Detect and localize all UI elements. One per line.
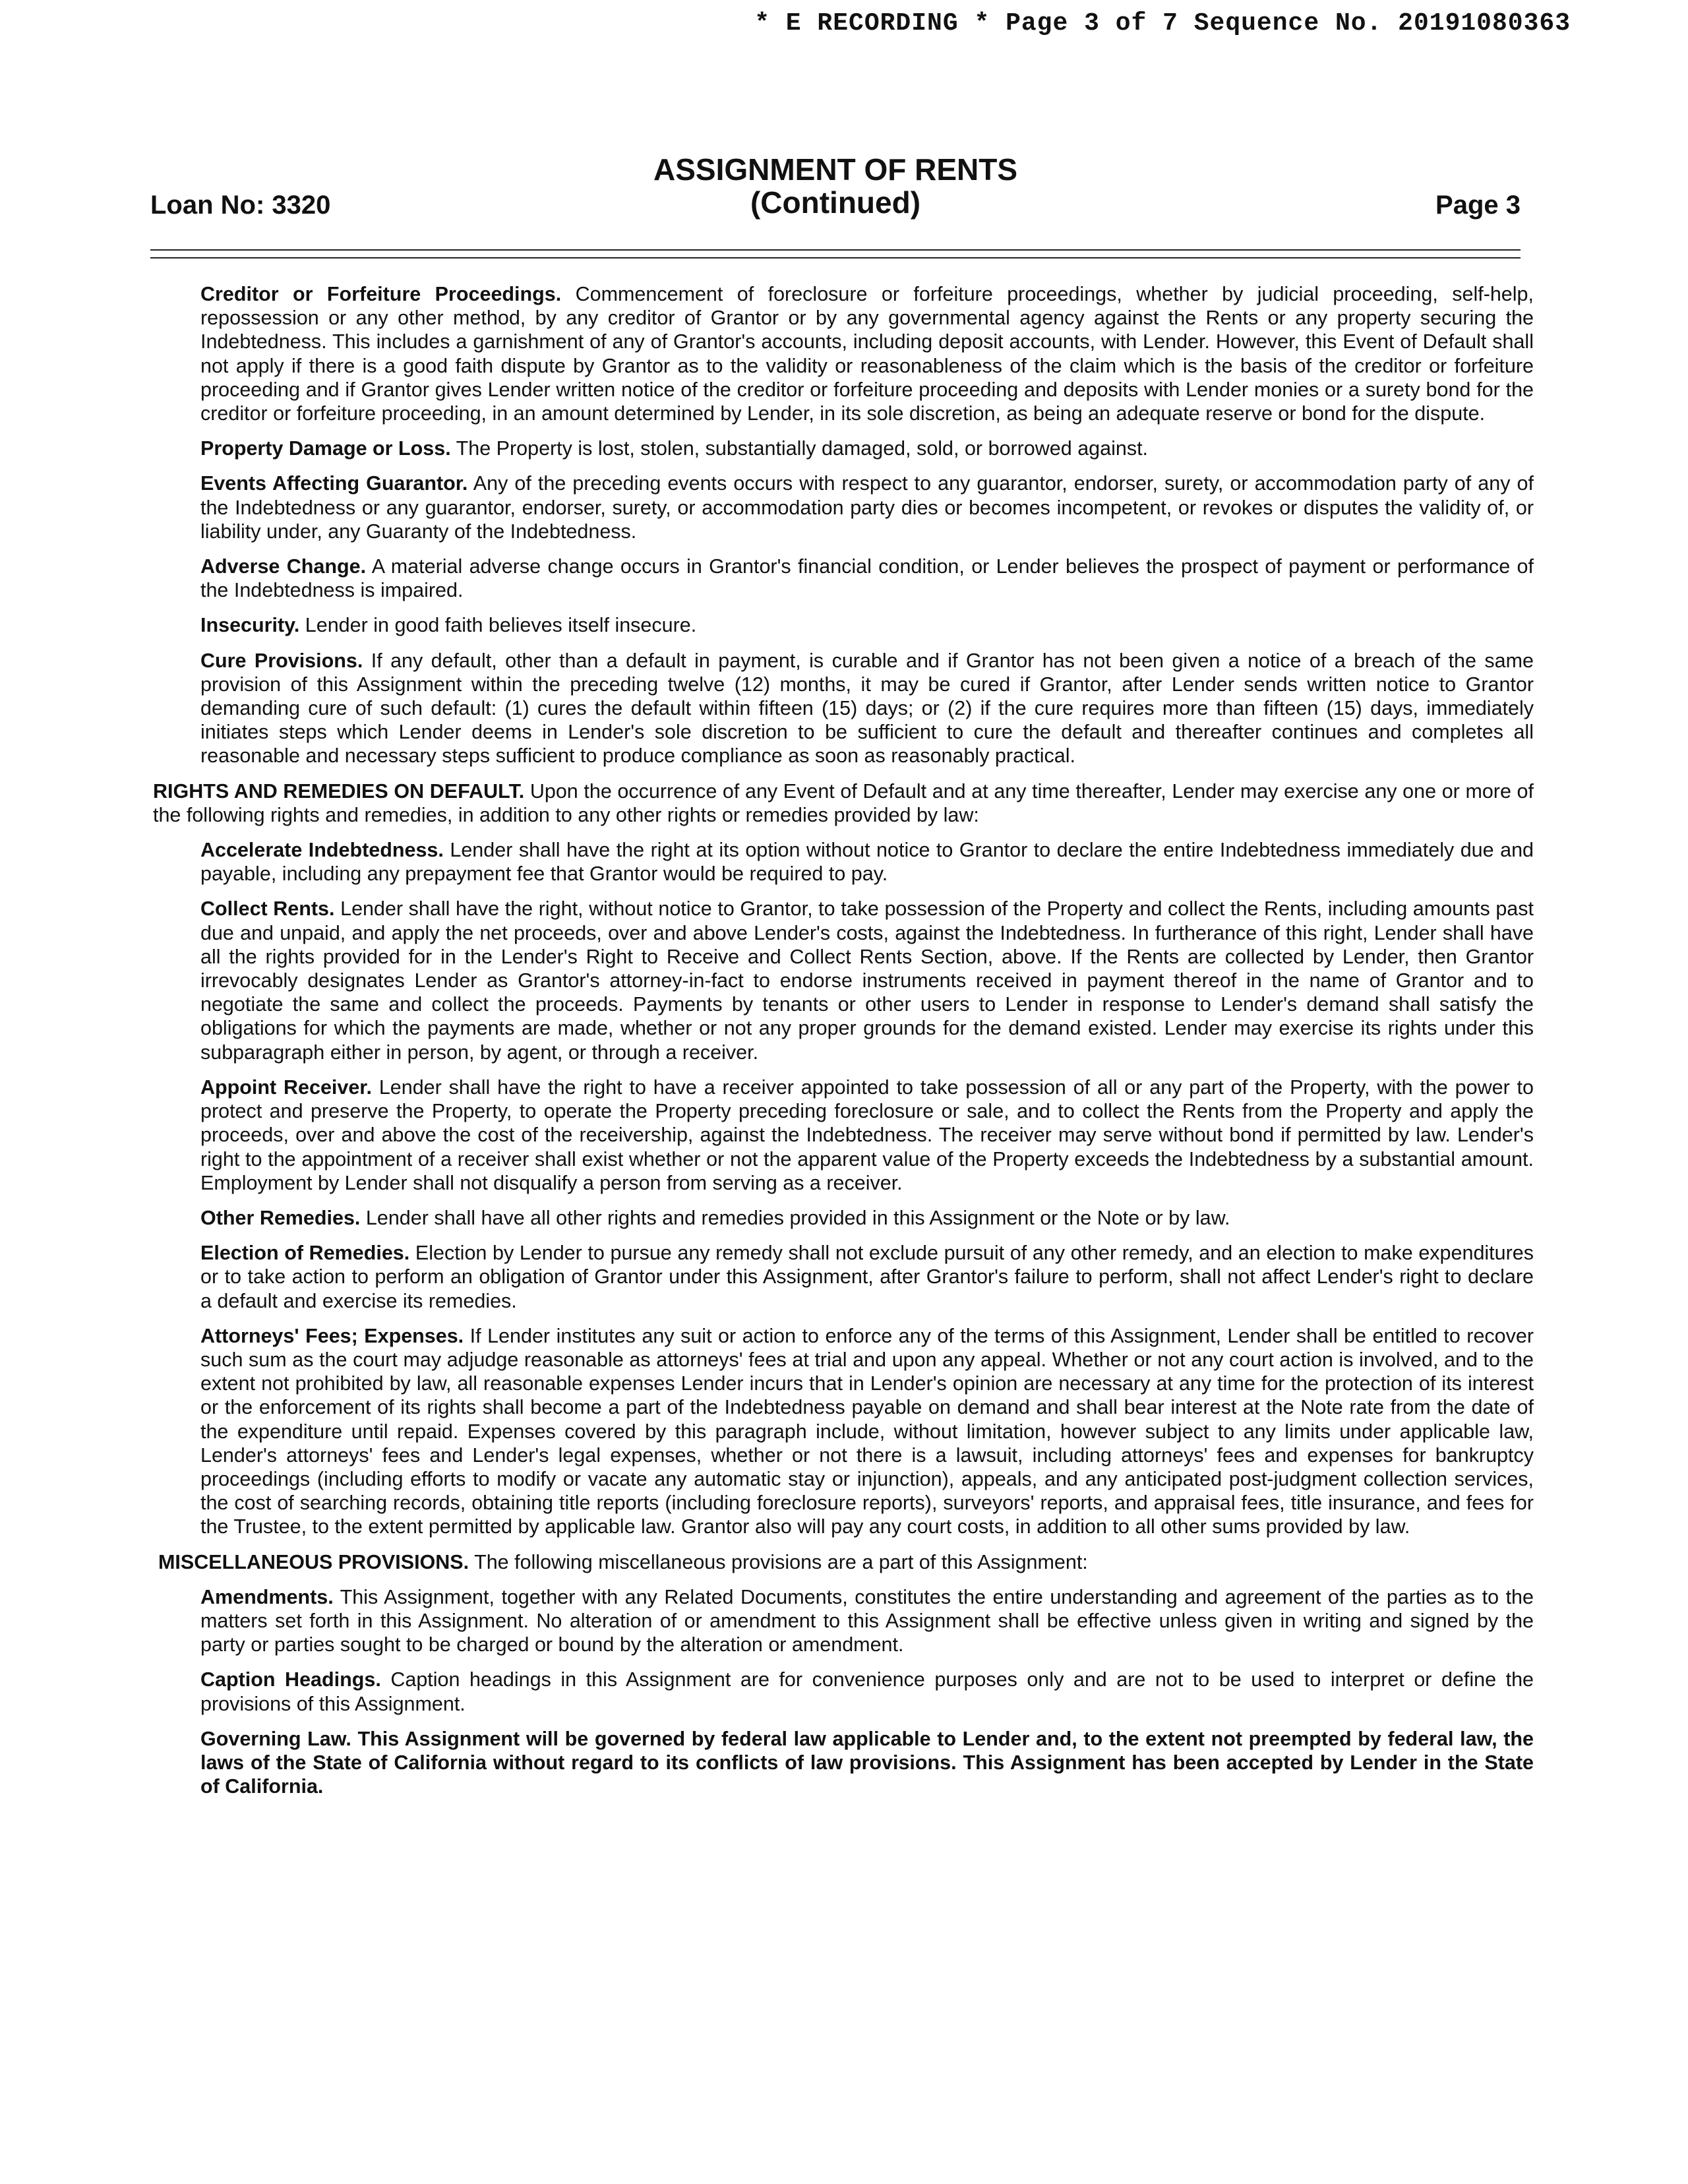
loan-number: Loan No: 3320 <box>150 191 331 220</box>
paragraph-heading: Governing Law. <box>200 1727 351 1750</box>
document-header <box>149 153 1522 232</box>
paragraph-caption-headings <box>153 1668 1534 1715</box>
paragraph-appoint-receiver <box>153 1076 1534 1195</box>
paragraph-text: Commencement of foreclosure or forfeiture proceedings, whether by judicial proceeding, self-help, repossession or any other method, by any creditor of Grantor or by any governmental agency against the Rents or any property securing the Indebtedness. This includes a garnishment of any of Grantor's accounts, including deposit accounts, with Lender. However, this Event of Default shall not apply if there is a good faith dispute by Grantor as to the validity or reasonableness of the claim which is the basis of the creditor or forfeiture proceeding and if Grantor gives Lender written notice of the creditor or forfeiture proceeding and deposits with Lender monies or a surety bond for the creditor or forfeiture proceeding, in an amount determined by Lender, in its sole discretion, as being an adequate reserve or bond for the dispute. <box>200 283 1534 425</box>
paragraph-heading: Collect Rents. <box>200 897 335 921</box>
paragraph-text: Any of the preceding events occurs with respect to any guarantor, endorser, surety, or accommodation party of any of the Indebtedness or any guarantor, endorser, surety, or accommodation party dies or becomes incompetent, or revokes or disputes the validity of, or liability under, any Guaranty of the Indebtedness. <box>200 472 1534 543</box>
paragraph-heading: Other Remedies. <box>200 1206 361 1229</box>
paragraph-text: Lender shall have the right, without notice to Grantor, to take possession of the Property and collect the Rents, including amounts past due and unpaid, and apply the net proceeds, over and above Lender's costs, against the Indebtedness. In furtherance of this right, Lender shall have all the rights provided for in the Lender's Right to Receive and Collect Rents Section, above. If the Rents are collected by Lender, then Grantor irrevocably designates Lender as Grantor's attorney-in-fact to endorse instruments received in payment thereof in the name of Grantor and to negotiate the same and collect the proceeds. Payments by tenants or other users to Lender in response to Lender's demand shall satisfy the obligations for which the payments are made, whether or not any proper grounds for the demand existed. Lender may exercise its rights under this subparagraph either in person, by agent, or through a receiver. <box>200 897 1534 1064</box>
paragraph-insecurity <box>153 613 1534 637</box>
paragraph-heading: Caption Headings. <box>200 1668 381 1691</box>
paragraph-text: This Assignment will be governed by federal law applicable to Lender and, to the extent not preempted by federal law, the laws of the State of California without regard to its conflicts of law provisions. This Assignment has been accepted by Lender in the State of California. <box>200 1727 1534 1798</box>
paragraph-attorneys-fees <box>153 1324 1534 1539</box>
paragraph-text: Lender shall have the right at its option without notice to Grantor to declare the entire Indebtedness immediately due and payable, including any prepayment fee that Grantor would be required to pay. <box>200 839 1534 886</box>
paragraph-heading: Events Affecting Guarantor. <box>200 472 468 495</box>
paragraph-heading: Attorneys' Fees; Expenses. <box>200 1324 464 1347</box>
paragraph-text: Election by Lender to pursue any remedy shall not exclude pursuit of any other remedy, and an election to make expenditures or to take action to perform an obligation of Grantor under this Assignment, after Grantor's failure to perform, shall not affect Lender's right to declare a default and exercise its remedies. <box>200 1242 1534 1312</box>
section-text: The following miscellaneous provisions are a part of this Assignment: <box>474 1550 1088 1573</box>
section-heading: MISCELLANEOUS PROVISIONS. <box>158 1550 469 1573</box>
paragraph-creditor-proceedings <box>153 282 1534 425</box>
page-number: Page 3 <box>1435 191 1521 220</box>
paragraph-other-remedies <box>153 1206 1534 1230</box>
paragraph-heading: Appoint Receiver. <box>200 1076 372 1099</box>
section-text: Upon the occurrence of any Event of Default and at any time thereafter, Lender may exercise any one or more of the following rights and remedies, in addition to any other rights or remedies provided by law: <box>153 779 1534 826</box>
header-divider-top <box>150 249 1521 251</box>
section-miscellaneous-provisions <box>153 1550 1534 1574</box>
paragraph-text: If Lender institutes any suit or action to enforce any of the terms of this Assignment, Lender shall be entitled to recover such sum as the court may adjudge reasonable as attorneys' fees at trial and upon any appeal. Whether or not any court action is involved, and to the extent not prohibited by law, all reasonable expenses Lender incurs that in Lender's opinion are necessary at any time for the protection of its interest or the enforcement of its rights shall become a part of the Indebtedness payable on demand and shall bear interest at the Note rate from the date of the expenditure until repaid. Expenses covered by this paragraph include, without limitation, however subject to any limits under applicable law, Lender's attorneys' fees and Lender's legal expenses, whether or not there is a lawsuit, including attorneys' fees and expenses for bankruptcy proceedings (including efforts to modify or vacate any automatic stay or injunction), appeals, and any anticipated post-judgment collection services, the cost of searching records, obtaining title reports (including foreclosure reports), surveyors' reports, and appraisal fees, title insurance, and fees for the Trustee, to the extent permitted by applicable law. Grantor also will pay any court costs, in addition to all other sums provided by law. <box>200 1324 1534 1538</box>
paragraph-text: Caption headings in this Assignment are for convenience purposes only and are not to be used to interpret or define the provisions of this Assignment. <box>200 1668 1534 1715</box>
paragraph-accelerate-indebtedness <box>153 838 1534 886</box>
section-rights-and-remedies <box>153 779 1534 827</box>
recording-stamp: * E RECORDING * Page 3 of 7 Sequence No. 20191080363 <box>754 9 1571 38</box>
paragraph-cure-provisions <box>153 649 1534 768</box>
paragraph-heading: Cure Provisions. <box>200 649 363 672</box>
paragraph-text: If any default, other than a default in payment, is curable and if Grantor has not been given a notice of a breach of the same provision of this Assignment within the preceding twelve (12) months, it may be cured if Grantor, after Lender sends written notice to Grantor demanding cure of such default: (1) cures the default within fifteen (15) days; or (2) if the cure requires more than fifteen (15) days, immediately initiates steps which Lender deems in Lender's sole discretion to be sufficient to cure the default and thereafter continues and completes all reasonable and necessary steps sufficient to produce compliance as soon as reasonably practical. <box>200 649 1534 768</box>
header-divider-bottom <box>150 257 1521 258</box>
document-subtitle: (Continued) <box>750 185 921 220</box>
paragraph-heading: Adverse Change. <box>200 555 367 578</box>
paragraph-heading: Creditor or Forfeiture Proceedings. <box>200 283 562 305</box>
paragraph-property-damage <box>153 437 1534 460</box>
paragraph-heading: Accelerate Indebtedness. <box>200 839 444 862</box>
document-title: ASSIGNMENT OF RENTS <box>653 152 1018 187</box>
paragraph-heading: Insecurity. <box>200 614 300 637</box>
paragraph-election-of-remedies <box>153 1241 1534 1313</box>
paragraph-heading: Property Damage or Loss. <box>200 437 451 460</box>
paragraph-text: Lender shall have the right to have a receiver appointed to take possession of all or any part of the Property, with the power to protect and preserve the Property, to operate the Property preceding foreclosure or sale, and to collect the Rents from the Property and apply the proceeds, over and above the cost of the receivership, against the Indebtedness. The receiver may serve without bond if permitted by law. Lender's right to the appointment of a receiver shall exist whether or not the apparent value of the Property exceeds the Indebtedness by a substantial amount. Employment by Lender shall not disqualify a person from serving as a receiver. <box>200 1076 1534 1194</box>
section-heading: RIGHTS AND REMEDIES ON DEFAULT. <box>153 779 525 803</box>
paragraph-text: This Assignment, together with any Related Documents, constitutes the entire understanding and agreement of the parties as to the matters set forth in this Assignment. No alteration of or amendment to this Assignment shall be effective unless given in writing and signed by the party or parties sought to be charged or bound by the alteration or amendment. <box>200 1585 1534 1656</box>
paragraph-text: The Property is lost, stolen, substantially damaged, sold, or borrowed against. <box>456 437 1149 460</box>
paragraph-text: A material adverse change occurs in Grantor's financial condition, or Lender believes the prospect of payment or performance of the Indebtedness is impaired. <box>200 555 1534 602</box>
document-body <box>153 282 1534 1809</box>
paragraph-text: Lender shall have all other rights and remedies provided in this Assignment or the Note or by law. <box>365 1206 1230 1229</box>
paragraph-amendments <box>153 1585 1534 1657</box>
paragraph-adverse-change <box>153 555 1534 602</box>
paragraph-governing-law <box>153 1727 1534 1799</box>
paragraph-text: Lender in good faith believes itself insecure. <box>305 614 697 637</box>
paragraph-heading: Amendments. <box>200 1585 334 1608</box>
paragraph-events-affecting-guarantor <box>153 471 1534 543</box>
paragraph-collect-rents <box>153 897 1534 1064</box>
paragraph-heading: Election of Remedies. <box>200 1242 410 1265</box>
